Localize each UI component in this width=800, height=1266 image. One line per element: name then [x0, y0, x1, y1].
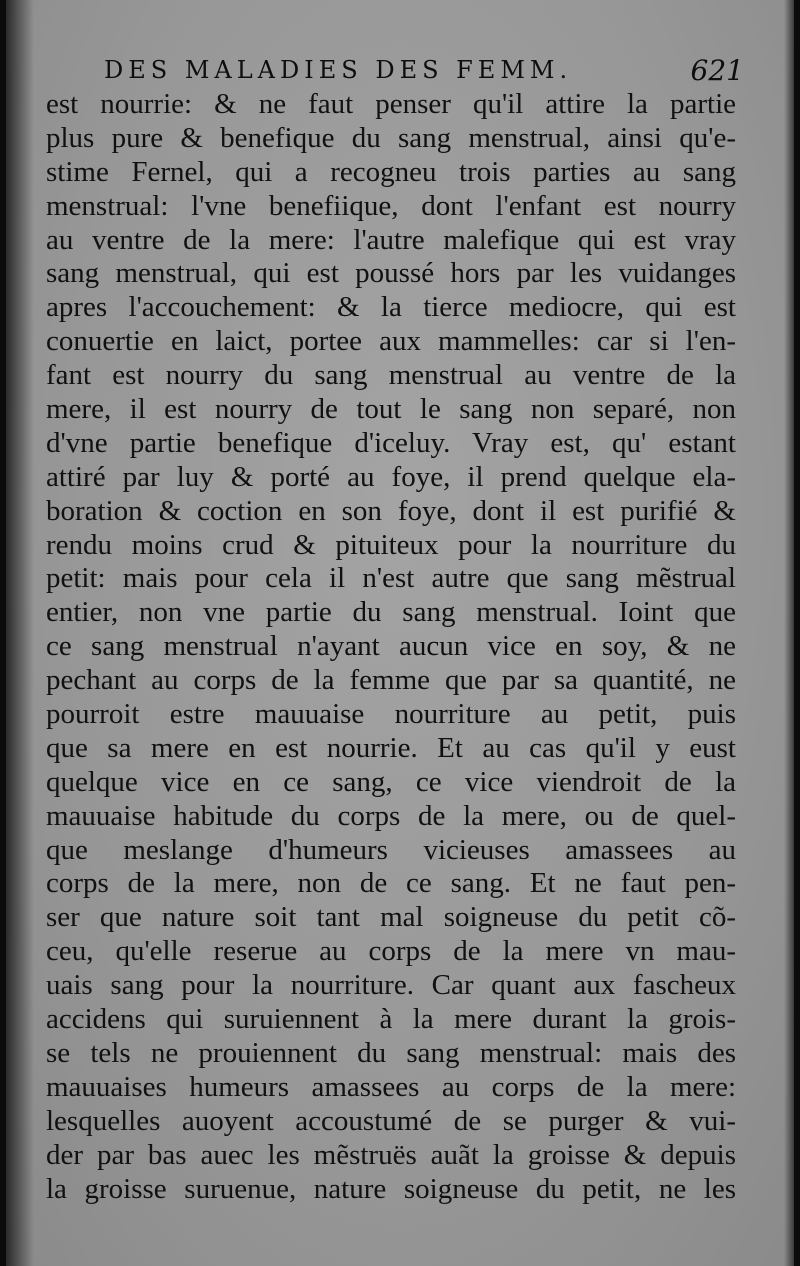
text-line: apres l'accouchement: & la tierce mediocre, qui est [46, 291, 736, 324]
page-header [104, 52, 744, 92]
text-line: der par bas auec les mẽstruës auãt la groisse & depuis [46, 1138, 736, 1171]
text-line: sang menstrual, qui est poussé hors par les vuidanges [46, 257, 736, 290]
text-line: mauuaises humeurs amassees au corps de la mere: [46, 1070, 736, 1103]
text-line: d'vne partie benefique d'iceluy. Vray est, qu' estant [46, 426, 736, 459]
body-text [46, 88, 736, 1206]
page-edge-shadow [784, 0, 794, 1266]
text-line: quelque vice en ce sang, ce vice viendroit de la [46, 765, 736, 798]
text-line: que meslange d'humeurs vicieuses amassees au [46, 833, 736, 866]
text-line: conuertie en laict, portee aux mammelles: car si l'en- [46, 325, 736, 358]
text-line: uais sang pour la nourriture. Car quant aux fascheux [46, 969, 736, 1002]
text-line: mere, il est nourry de tout le sang non separé, non [46, 393, 736, 426]
text-line: pechant au corps de la femme que par sa quantité, ne [46, 664, 736, 697]
book-page [6, 0, 794, 1266]
running-head: DES MALADIES DES FEMM. [104, 56, 573, 84]
text-line: pourroit estre mauuaise nourriture au petit, puis [46, 698, 736, 731]
text-line: mauuaise habitude du corps de la mere, ou de quel- [46, 799, 736, 832]
text-line: boration & coction en son foye, dont il est purifié & [46, 494, 736, 527]
text-line: petit: mais pour cela il n'est autre que sang mẽstrual [46, 562, 736, 595]
text-line: que sa mere en est nourrie. Et au cas qu'il y eust [46, 731, 736, 764]
text-line: corps de la mere, non de ce sang. Et ne faut pen- [46, 867, 736, 900]
text-line: ceu, qu'elle reserue au corps de la mere vn mau- [46, 935, 736, 968]
page-number: 621 [690, 54, 744, 87]
text-line: rendu moins crud & pituiteux pour la nourriture du [46, 528, 736, 561]
gutter-shadow [6, 0, 34, 1266]
text-line: se tels ne prouiennent du sang menstrual: mais des [46, 1036, 736, 1069]
text-line: est nourrie: & ne faut penser qu'il attire la partie [46, 88, 736, 120]
text-line: attiré par luy & porté au foye, il prend quelque ela- [46, 460, 736, 493]
text-line: ce sang menstrual n'ayant aucun vice en soy, & ne [46, 630, 736, 663]
text-line: fant est nourry du sang menstrual au ventre de la [46, 359, 736, 392]
text-line: menstrual: l'vne benefiique, dont l'enfant est nourry [46, 189, 736, 222]
text-line: la groisse suruenue, nature soigneuse du petit, ne les [46, 1172, 736, 1205]
text-line: entier, non vne partie du sang menstrual. Ioint que [46, 596, 736, 629]
text-line: au ventre de la mere: l'autre malefique qui est vray [46, 223, 736, 256]
text-line: plus pure & benefique du sang menstrual, ainsi qu'e- [46, 121, 736, 154]
text-line: ser que nature soit tant mal soigneuse du petit cõ- [46, 901, 736, 934]
text-line: accidens qui suruiennent à la mere durant la grois- [46, 1003, 736, 1036]
text-line: stime Fernel, qui a recogneu trois parties au sang [46, 155, 736, 188]
text-line: lesquelles auoyent accoustumé de se purger & vui- [46, 1104, 736, 1137]
